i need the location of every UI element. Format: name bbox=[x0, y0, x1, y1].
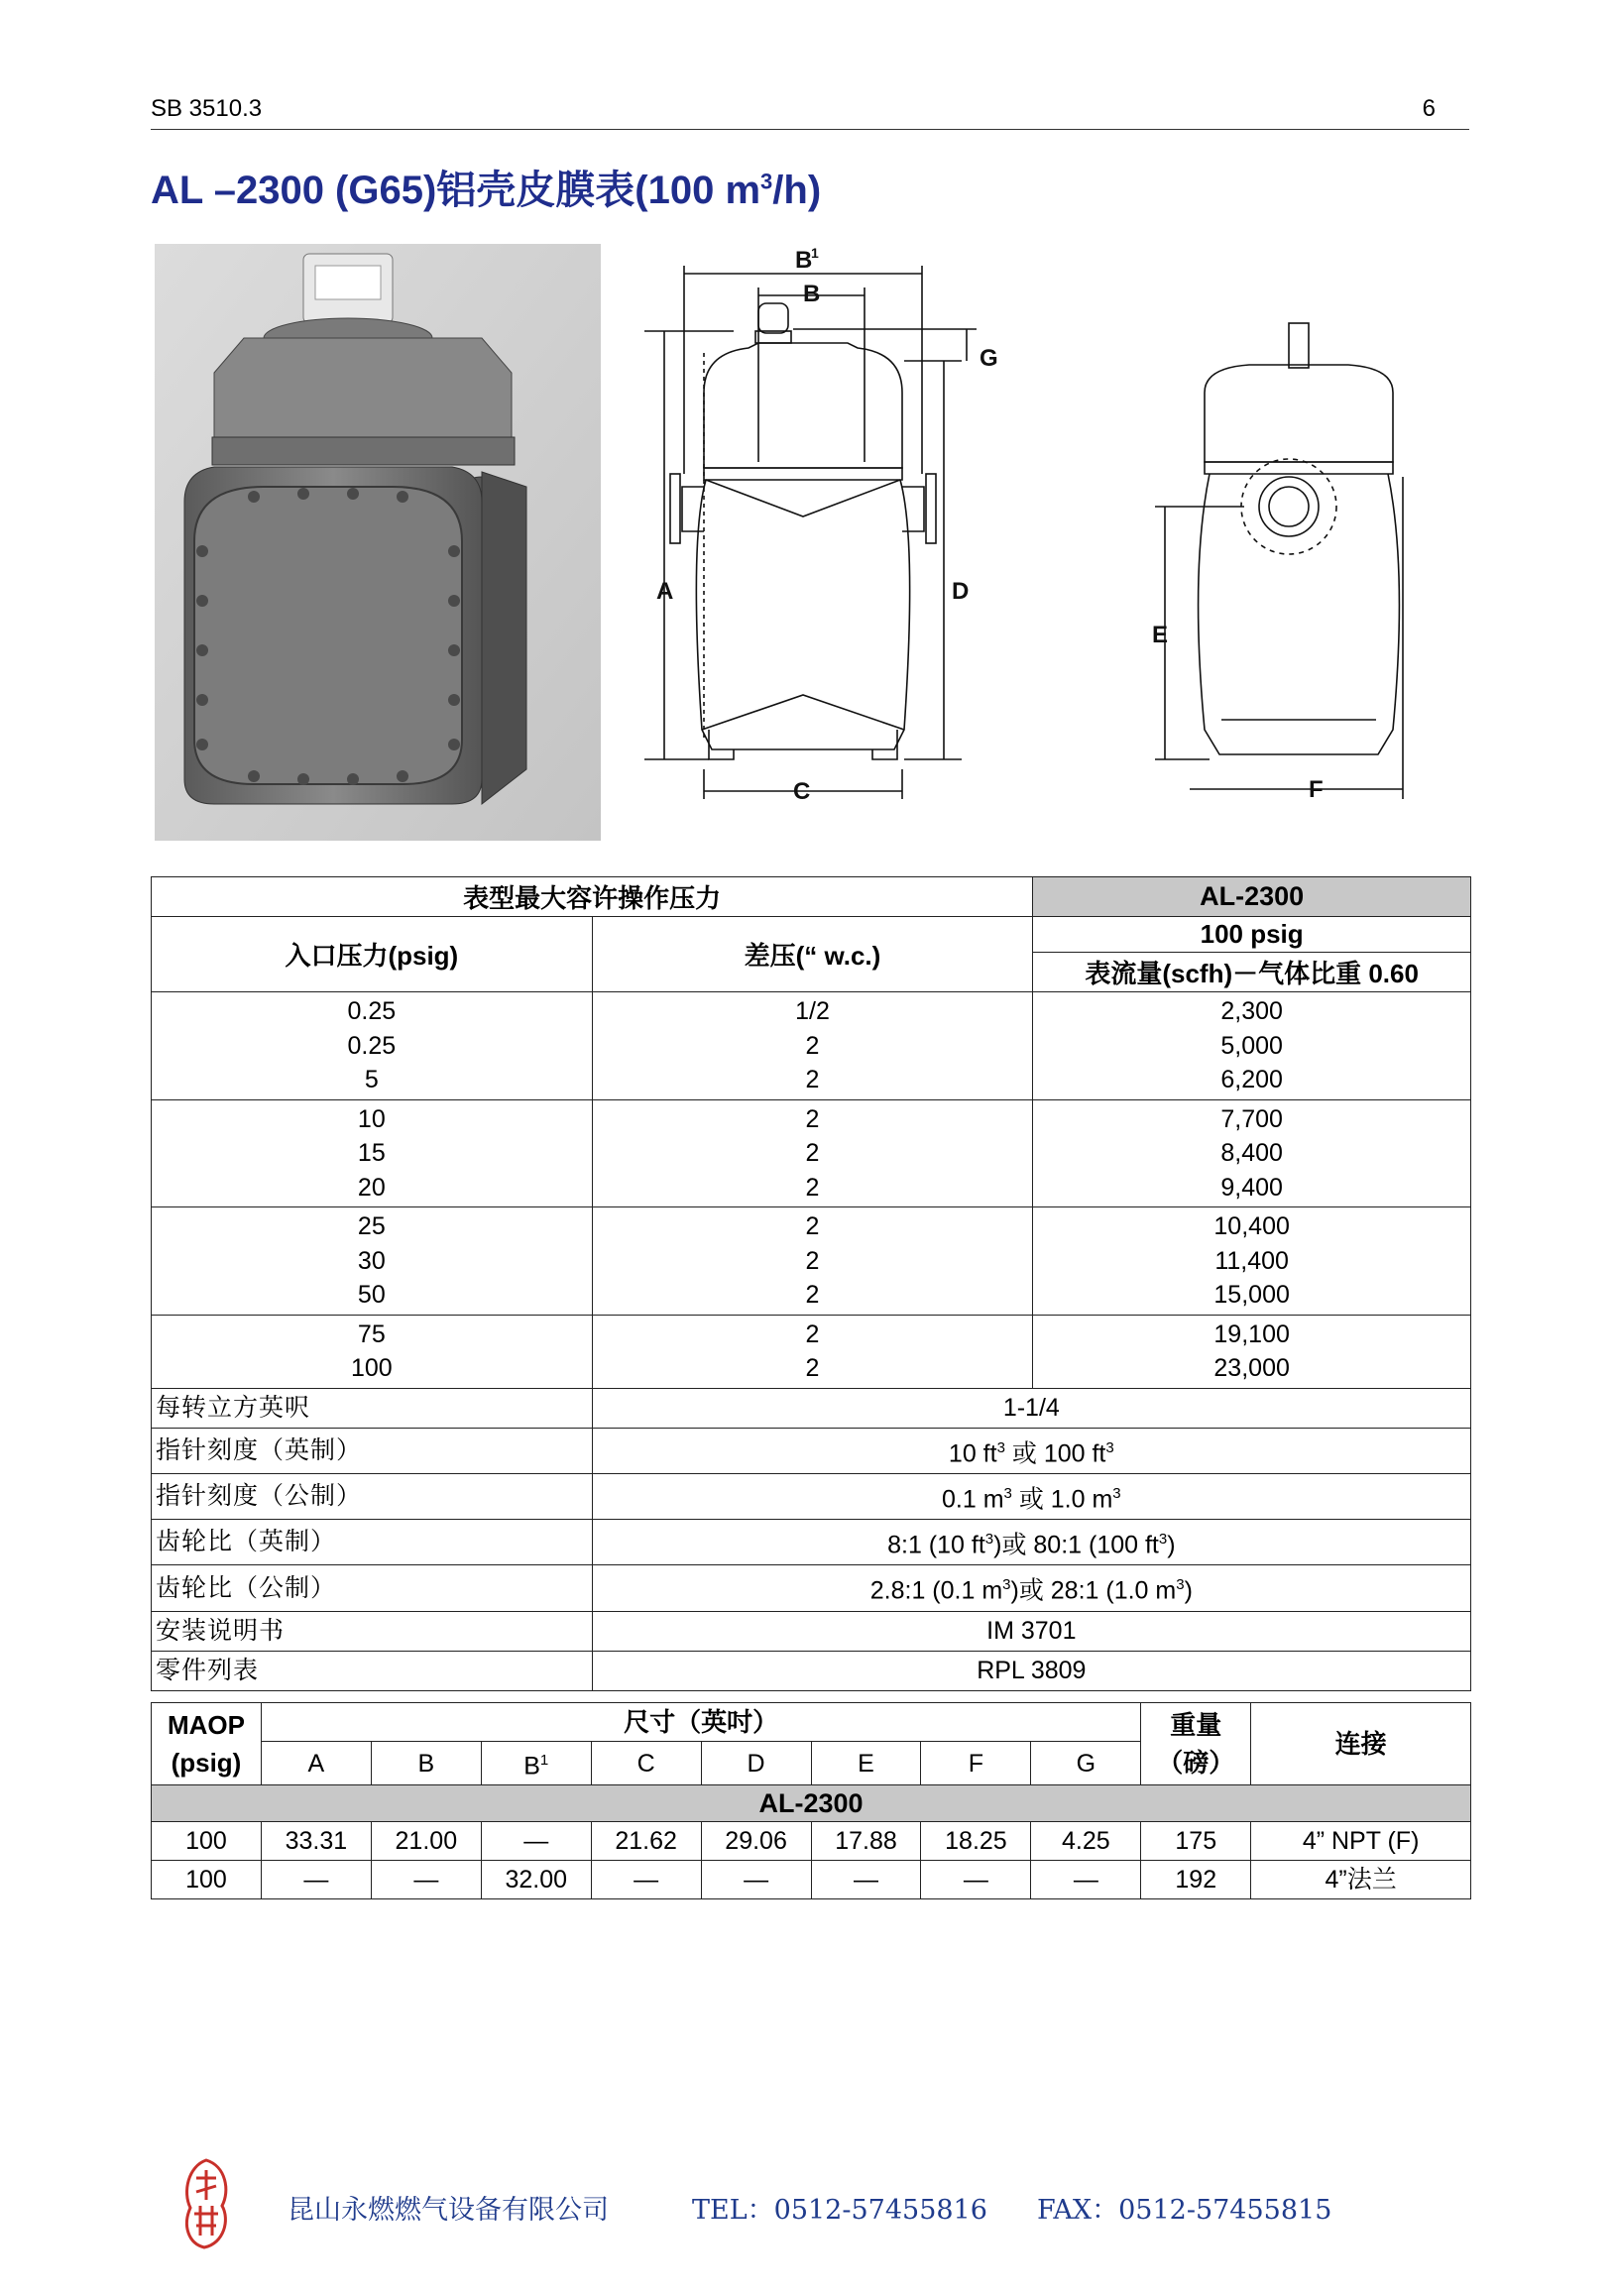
dimension-table bbox=[151, 1702, 1471, 1899]
cell: 2 bbox=[805, 1354, 820, 1382]
cell: 15 bbox=[357, 1139, 386, 1167]
cell: 2,300 bbox=[1220, 997, 1283, 1025]
cell: — bbox=[261, 1861, 371, 1899]
cell: 10,400 bbox=[1213, 1212, 1290, 1240]
title-sup: 3 bbox=[760, 169, 773, 194]
row-label: 指针刻度（英制） bbox=[152, 1428, 593, 1473]
cell: — bbox=[481, 1822, 591, 1861]
cell: 17.88 bbox=[811, 1822, 921, 1861]
row-label: 每转立方英呎 bbox=[152, 1388, 593, 1428]
row-label: 指针刻度（公制） bbox=[152, 1473, 593, 1519]
company-seal-logo bbox=[178, 2156, 234, 2251]
cell: 2 bbox=[805, 1320, 820, 1348]
spec-title: 表型最大容许操作压力 bbox=[152, 877, 1033, 917]
company-name: 昆山永燃燃气设备有限公司 bbox=[288, 2195, 609, 2226]
doc-code: SB 3510.3 bbox=[151, 95, 263, 122]
dim-label-b1: B bbox=[795, 247, 813, 274]
row-label: 齿轮比（英制） bbox=[152, 1520, 593, 1565]
cell: 33.31 bbox=[261, 1822, 371, 1861]
col-weight: 重量 （磅） bbox=[1141, 1703, 1251, 1785]
dim-label-d: D bbox=[952, 578, 970, 605]
row-value: 1-1/4 bbox=[592, 1388, 1470, 1428]
row-value: RPL 3809 bbox=[592, 1651, 1470, 1690]
company-tel: TEL：0512-57455816 bbox=[692, 2195, 987, 2226]
cell: 4”法兰 bbox=[1251, 1861, 1471, 1899]
col-g: G bbox=[1031, 1742, 1141, 1785]
cell: 2 bbox=[805, 1281, 820, 1309]
cell: 0.25 bbox=[347, 997, 397, 1025]
table-row bbox=[152, 1315, 1471, 1388]
table-row bbox=[152, 1099, 1471, 1207]
cell: 100 bbox=[152, 1861, 262, 1899]
cell: 75 bbox=[357, 1320, 386, 1348]
cell: 175 bbox=[1141, 1822, 1251, 1861]
cell: 5,000 bbox=[1220, 1031, 1283, 1060]
table-row bbox=[152, 1651, 1471, 1690]
row-label: 齿轮比（公制） bbox=[152, 1565, 593, 1611]
table-row bbox=[152, 1861, 1471, 1899]
col-b1: $B^1$ bbox=[481, 1742, 591, 1785]
cell: 2 bbox=[805, 1066, 820, 1093]
col-maop: MAOP (psig) bbox=[152, 1703, 262, 1785]
cell: 20 bbox=[357, 1173, 386, 1202]
col-c: C bbox=[591, 1742, 701, 1785]
cell: 21.00 bbox=[371, 1822, 481, 1861]
cell: — bbox=[921, 1861, 1031, 1899]
col-f: F bbox=[921, 1742, 1031, 1785]
max-pressure: 100 psig bbox=[1033, 917, 1471, 953]
cell: 30 bbox=[357, 1246, 386, 1275]
cell: 4” NPT (F) bbox=[1251, 1822, 1471, 1861]
cell: 192 bbox=[1141, 1861, 1251, 1899]
row-value: 2.8:1 (0.1 $m^3$)或 28:1 (1.0 $m^3$) bbox=[592, 1565, 1470, 1611]
cell: 15,000 bbox=[1213, 1281, 1290, 1309]
table-row bbox=[152, 1388, 1471, 1428]
dim-label-a: A bbox=[656, 578, 674, 605]
page-header bbox=[151, 95, 1469, 130]
spec-model: AL-2300 bbox=[1033, 877, 1471, 917]
dim-label-e: E bbox=[1152, 622, 1169, 648]
cell: — bbox=[811, 1861, 921, 1899]
cell: 18.25 bbox=[921, 1822, 1031, 1861]
row-value: 0.1 $m^3$ 或 1.0 $m^3$ bbox=[592, 1473, 1470, 1519]
cell: 9,400 bbox=[1220, 1173, 1283, 1202]
dim-label-b: B bbox=[803, 281, 821, 307]
cell: 19,100 bbox=[1213, 1320, 1290, 1348]
page-title bbox=[151, 159, 821, 215]
cell: 2 bbox=[805, 1246, 820, 1275]
model-row: AL-2300 bbox=[152, 1785, 1471, 1822]
cell: 11,400 bbox=[1214, 1246, 1289, 1275]
col-d: D bbox=[701, 1742, 811, 1785]
company-fax: FAX：0512-57455815 bbox=[1037, 2195, 1332, 2226]
cell: 5 bbox=[364, 1066, 379, 1093]
col-differential-pressure: 差压(“ w.c.) bbox=[592, 917, 1033, 992]
col-connection: 连接 bbox=[1251, 1703, 1471, 1785]
cell: 50 bbox=[357, 1281, 386, 1309]
cell: 8,400 bbox=[1220, 1139, 1283, 1167]
cell: 7,700 bbox=[1220, 1104, 1283, 1133]
dimension-drawing bbox=[634, 244, 1457, 819]
meter-photo bbox=[155, 244, 601, 841]
dim-label-b1-sup: 1 bbox=[811, 245, 819, 261]
cell: 4.25 bbox=[1031, 1822, 1141, 1861]
cell: 2 bbox=[805, 1104, 820, 1133]
page-number: 6 bbox=[1422, 95, 1436, 122]
row-value: 8:1 (10 $ft^3$)或 80:1 (100 $ft^3$) bbox=[592, 1520, 1470, 1565]
dim-label-f: F bbox=[1309, 776, 1324, 803]
col-a: A bbox=[261, 1742, 371, 1785]
cell: — bbox=[701, 1861, 811, 1899]
col-e: E bbox=[811, 1742, 921, 1785]
table-row bbox=[152, 1565, 1471, 1611]
table-row bbox=[152, 1520, 1471, 1565]
row-label: 零件列表 bbox=[152, 1651, 593, 1690]
col-dimensions: 尺寸（英吋） bbox=[261, 1703, 1140, 1742]
table-row bbox=[152, 1428, 1471, 1473]
row-value: IM 3701 bbox=[592, 1611, 1470, 1651]
col-flow: 表流量(scfh)－气体比重 0.60 bbox=[1033, 953, 1471, 992]
table-row bbox=[152, 1611, 1471, 1651]
title-text: AL –2300 (G65)铝壳皮膜表(100 m bbox=[151, 169, 761, 212]
cell: 25 bbox=[357, 1212, 386, 1240]
table-row bbox=[152, 1473, 1471, 1519]
table-row bbox=[152, 992, 1471, 1100]
cell: 100 bbox=[152, 1822, 262, 1861]
row-value: 10 $ft^3$ 或 100 $ft^3$ bbox=[592, 1428, 1470, 1473]
cell: 2 bbox=[805, 1031, 820, 1060]
cell: 2 bbox=[805, 1212, 820, 1240]
cell: 10 bbox=[357, 1104, 386, 1133]
cell: 2 bbox=[805, 1139, 820, 1167]
cell: 21.62 bbox=[591, 1822, 701, 1861]
cell: 23,000 bbox=[1213, 1354, 1290, 1382]
row-label: 安装说明书 bbox=[152, 1611, 593, 1651]
title-tail: /h) bbox=[772, 169, 822, 212]
cell: 29.06 bbox=[701, 1822, 811, 1861]
cell: — bbox=[371, 1861, 481, 1899]
cell: 2 bbox=[805, 1173, 820, 1202]
cell: 6,200 bbox=[1220, 1066, 1283, 1093]
dim-label-c: C bbox=[793, 778, 811, 805]
page-footer bbox=[178, 2156, 1467, 2255]
dim-label-g: G bbox=[980, 345, 998, 372]
cell: 1/2 bbox=[795, 997, 830, 1025]
table-row bbox=[152, 1207, 1471, 1316]
spec-table bbox=[151, 876, 1471, 1691]
cell: — bbox=[591, 1861, 701, 1899]
table-row bbox=[152, 1822, 1471, 1861]
col-b: B bbox=[371, 1742, 481, 1785]
cell: 32.00 bbox=[481, 1861, 591, 1899]
cell: 100 bbox=[350, 1354, 393, 1382]
col-inlet-pressure: 入口压力(psig) bbox=[152, 917, 593, 992]
cell: — bbox=[1031, 1861, 1141, 1899]
cell: 0.25 bbox=[347, 1031, 397, 1060]
